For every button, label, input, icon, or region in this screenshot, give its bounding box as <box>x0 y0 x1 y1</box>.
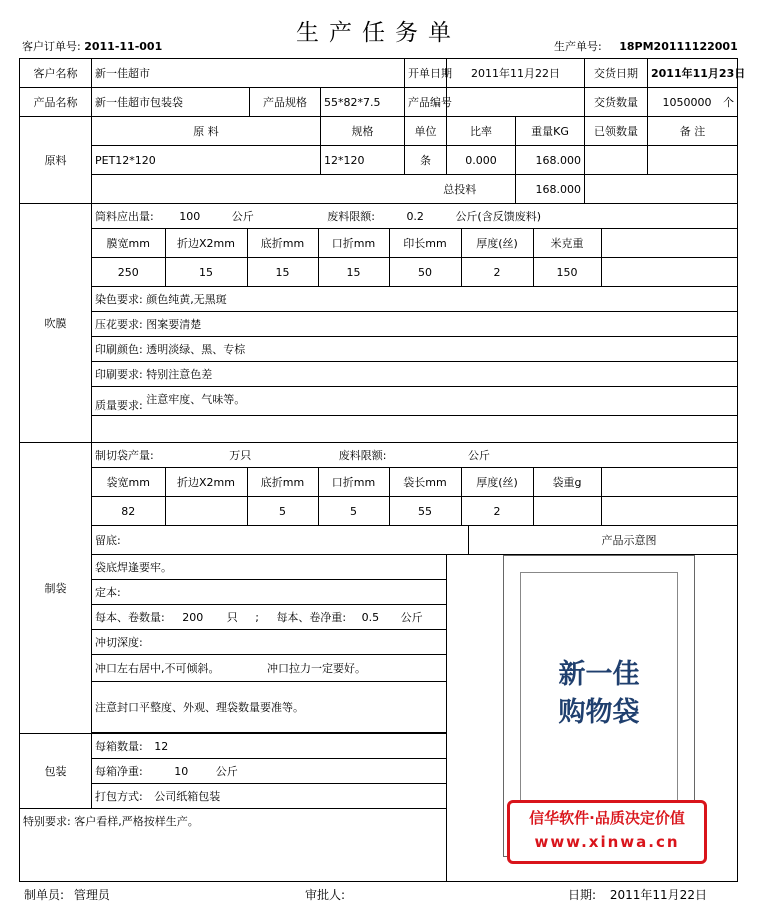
blow-output-row <box>92 204 738 229</box>
production-no-value: 18PM20111122001 <box>619 40 738 53</box>
bag-v-weight <box>533 497 601 526</box>
bag-v-bottom: 5 <box>247 497 318 526</box>
box-weight-value: 10 <box>174 765 189 778</box>
material-weight: 168.000 <box>516 146 585 175</box>
blow-h-gsm: 米克重 <box>533 229 601 258</box>
special-label: 特别要求: <box>23 815 71 828</box>
per-count-value: 200 <box>182 611 204 624</box>
maker-value: 管理员 <box>73 888 110 902</box>
blow-h-width: 膜宽mm <box>92 229 165 258</box>
emboss-value: 图案要清楚 <box>146 318 202 331</box>
material-name: PET12*120 <box>92 146 321 175</box>
customer-order-value: 2011-11-001 <box>84 40 163 53</box>
box-qty-row <box>92 734 447 759</box>
box-weight-unit: 公斤 <box>215 765 238 778</box>
production-no-label: 生产单号: <box>554 40 602 53</box>
delivery-date-label: 交货日期 <box>585 59 648 88</box>
blow-waste-value: 0.2 <box>406 210 424 223</box>
date-value: 2011年11月22日 <box>609 888 707 902</box>
per-weight-value: 0.5 <box>361 611 380 624</box>
material-total-value: 168.000 <box>516 175 585 204</box>
production-no <box>554 38 738 54</box>
delivery-date-value: 2011年11月23日 <box>648 59 738 88</box>
blow-h-bottom: 底折mm <box>247 229 318 258</box>
bag-bottom-row <box>92 526 469 555</box>
bag-v-length: 55 <box>389 497 461 526</box>
material-total-spacer <box>92 175 405 204</box>
bag-note2-row <box>92 682 447 733</box>
blow-spec-table <box>92 229 737 286</box>
blow-h-blank <box>601 229 737 258</box>
material-remark <box>648 146 738 175</box>
blow-h-mouth: 口折mm <box>318 229 389 258</box>
bag-note1: 袋底焊逢要牢。 <box>95 561 172 574</box>
punch-note1: 冲口左右居中,不可倾斜。 <box>95 662 220 675</box>
material-header-weight: 重量KG <box>516 117 585 146</box>
special-row <box>20 809 447 882</box>
material-header-ratio: 比率 <box>447 117 516 146</box>
print-color-row <box>92 337 738 362</box>
bag-text-line1: 新一佳 <box>558 659 640 690</box>
print-color-label: 印刷颜色: <box>95 343 143 356</box>
material-header-unit: 单位 <box>405 117 447 146</box>
emboss-label: 压花要求: <box>95 318 143 331</box>
footer-approver <box>305 886 345 903</box>
open-date-value: 2011年11月22日 <box>447 59 585 88</box>
product-label: 产品名称 <box>20 88 92 117</box>
emboss-row <box>92 312 738 337</box>
bag-fixed-label: 定本: <box>95 586 121 599</box>
pack-method-row <box>92 784 447 809</box>
print-req-label: 印刷要求: <box>95 368 143 381</box>
punch-note2: 冲口拉力一定要好。 <box>267 662 366 675</box>
blow-waste-label: 废料限额: <box>327 210 375 223</box>
box-qty-label: 每箱数量: <box>95 740 143 753</box>
bag-note2: 注意封口平整度、外观、理袋数量要准等。 <box>95 701 304 714</box>
bag-v-blank <box>601 497 737 526</box>
dye-value: 颜色纯黄,无黑斑 <box>146 293 227 306</box>
blow-waste-unit: 公斤(含反馈废料) <box>455 210 542 223</box>
bag-waste-unit: 公斤 <box>467 449 490 462</box>
bag-bottom-label: 留底: <box>95 534 121 547</box>
print-req-row <box>92 362 738 387</box>
code-value <box>447 88 585 117</box>
material-header-material: 原 料 <box>92 117 321 146</box>
bag-text-line2: 购物袋 <box>558 697 640 728</box>
code-label: 产品编号 <box>405 88 447 117</box>
bag-spec-grid <box>92 468 738 526</box>
punch-note-row <box>92 655 447 682</box>
dye-label: 染色要求: <box>95 293 143 306</box>
diagram-label-text: 产品示意图 <box>601 534 657 547</box>
blow-v-width: 250 <box>92 258 165 287</box>
per-weight-label: 每本、卷净重: <box>276 611 347 624</box>
per-sep: ; <box>255 611 259 624</box>
pack-method-value: 公司纸箱包装 <box>154 790 221 803</box>
box-weight-label: 每箱净重: <box>95 765 143 778</box>
box-qty-value: 12 <box>154 740 169 753</box>
bag-h-fold: 折边X2mm <box>165 468 247 497</box>
spec-value: 55*82*7.5 <box>321 88 405 117</box>
product-value: 新一佳超市包装袋 <box>92 88 250 117</box>
material-header-received: 已领数量 <box>585 117 648 146</box>
blow-h-fold: 折边X2mm <box>165 229 247 258</box>
print-color-value: 透明淡绿、黑、专棕 <box>146 343 246 356</box>
bag-waste-label: 废料限额: <box>338 449 387 462</box>
blow-blank-row <box>92 416 738 443</box>
bag-v-mouth: 5 <box>318 497 389 526</box>
page-title: 生产任务单 <box>296 20 461 46</box>
blow-v-blank <box>601 258 737 287</box>
material-unit: 条 <box>405 146 447 175</box>
bag-output-label: 制切袋产量: <box>95 449 154 462</box>
bag-v-thick: 2 <box>461 497 533 526</box>
bag-h-mouth: 口折mm <box>318 468 389 497</box>
punch-label: 冲切深度: <box>95 636 143 649</box>
footer-maker <box>24 886 110 903</box>
bag-note1-row <box>92 555 447 580</box>
customer-order-label: 客户订单号: <box>22 40 81 53</box>
bag-h-thick: 厚度(丝) <box>461 468 533 497</box>
blow-output-value: 100 <box>179 210 201 223</box>
bag-h-length: 袋长mm <box>389 468 461 497</box>
bag-output-row <box>92 443 738 468</box>
per-count-label: 每本、卷数量: <box>95 611 165 624</box>
bag-per-row <box>92 605 447 630</box>
approver-label: 审批人: <box>305 888 346 902</box>
box-weight-row <box>92 759 447 784</box>
bag-output-unit: 万只 <box>229 449 252 462</box>
footer-date <box>568 886 707 903</box>
blow-h-printlen: 印长mm <box>389 229 461 258</box>
blow-v-bottom: 15 <box>247 258 318 287</box>
pack-section-label: 包装 <box>20 734 92 809</box>
blow-v-mouth: 15 <box>318 258 389 287</box>
blow-spec-grid <box>92 229 738 287</box>
material-section-label: 原料 <box>20 117 92 204</box>
bag-h-weight: 袋重g <box>533 468 601 497</box>
bag-v-width: 82 <box>92 497 165 526</box>
per-weight-unit: 公斤 <box>400 611 423 624</box>
special-value: 客户看样,严格按样生产。 <box>74 815 199 828</box>
punch-row <box>92 630 447 655</box>
material-total-blank <box>585 175 738 204</box>
blow-output-label: 筒料应出量: <box>95 210 154 223</box>
customer-label: 客户名称 <box>20 59 92 88</box>
material-total-label: 总投料 <box>405 175 516 204</box>
watermark-stamp <box>507 800 707 864</box>
qty-value: 1050000 <box>662 96 712 109</box>
blow-section-label: 吹膜 <box>20 204 92 443</box>
bag-section-label: 制袋 <box>20 443 92 734</box>
stamp-line2: www.xinwa.cn <box>534 833 680 851</box>
material-spec: 12*120 <box>321 146 405 175</box>
open-date-label: 开单日期 <box>405 59 447 88</box>
customer-order-no <box>22 38 162 54</box>
maker-label: 制单员: <box>24 888 65 902</box>
bag-h-blank <box>601 468 737 497</box>
blow-v-gsm: 150 <box>533 258 601 287</box>
bag-v-fold <box>165 497 247 526</box>
material-ratio: 0.000 <box>447 146 516 175</box>
stamp-line1: 信华软件·品质决定价值 <box>529 809 685 827</box>
blow-output-unit: 公斤 <box>231 210 254 223</box>
bag-h-width: 袋宽mm <box>92 468 165 497</box>
print-req-value: 特别注意色差 <box>146 368 213 381</box>
material-header-remark: 备 注 <box>648 117 738 146</box>
quality-label: 质量要求: <box>95 399 143 412</box>
bag-print-text <box>504 656 694 732</box>
qty-label: 交货数量 <box>585 88 648 117</box>
blow-v-thick: 2 <box>461 258 533 287</box>
per-count-unit: 只 <box>226 611 238 624</box>
customer-value: 新一佳超市 <box>92 59 405 88</box>
bag-fixed-row <box>92 580 447 605</box>
quality-row <box>92 387 738 416</box>
blow-v-printlen: 50 <box>389 258 461 287</box>
qty-unit: 个 <box>723 96 734 109</box>
blow-h-thick: 厚度(丝) <box>461 229 533 258</box>
qty-cell <box>648 88 738 117</box>
bag-spec-table <box>92 468 737 525</box>
blow-v-fold: 15 <box>165 258 247 287</box>
date-label: 日期: <box>568 888 597 902</box>
dye-row <box>92 287 738 312</box>
spec-label: 产品规格 <box>250 88 321 117</box>
bag-h-bottom: 底折mm <box>247 468 318 497</box>
quality-value: 注意牢度、气味等。 <box>146 393 246 406</box>
material-header-spec: 规格 <box>321 117 405 146</box>
material-received <box>585 146 648 175</box>
diagram-label <box>469 526 738 555</box>
pack-method-label: 打包方式: <box>95 790 143 803</box>
